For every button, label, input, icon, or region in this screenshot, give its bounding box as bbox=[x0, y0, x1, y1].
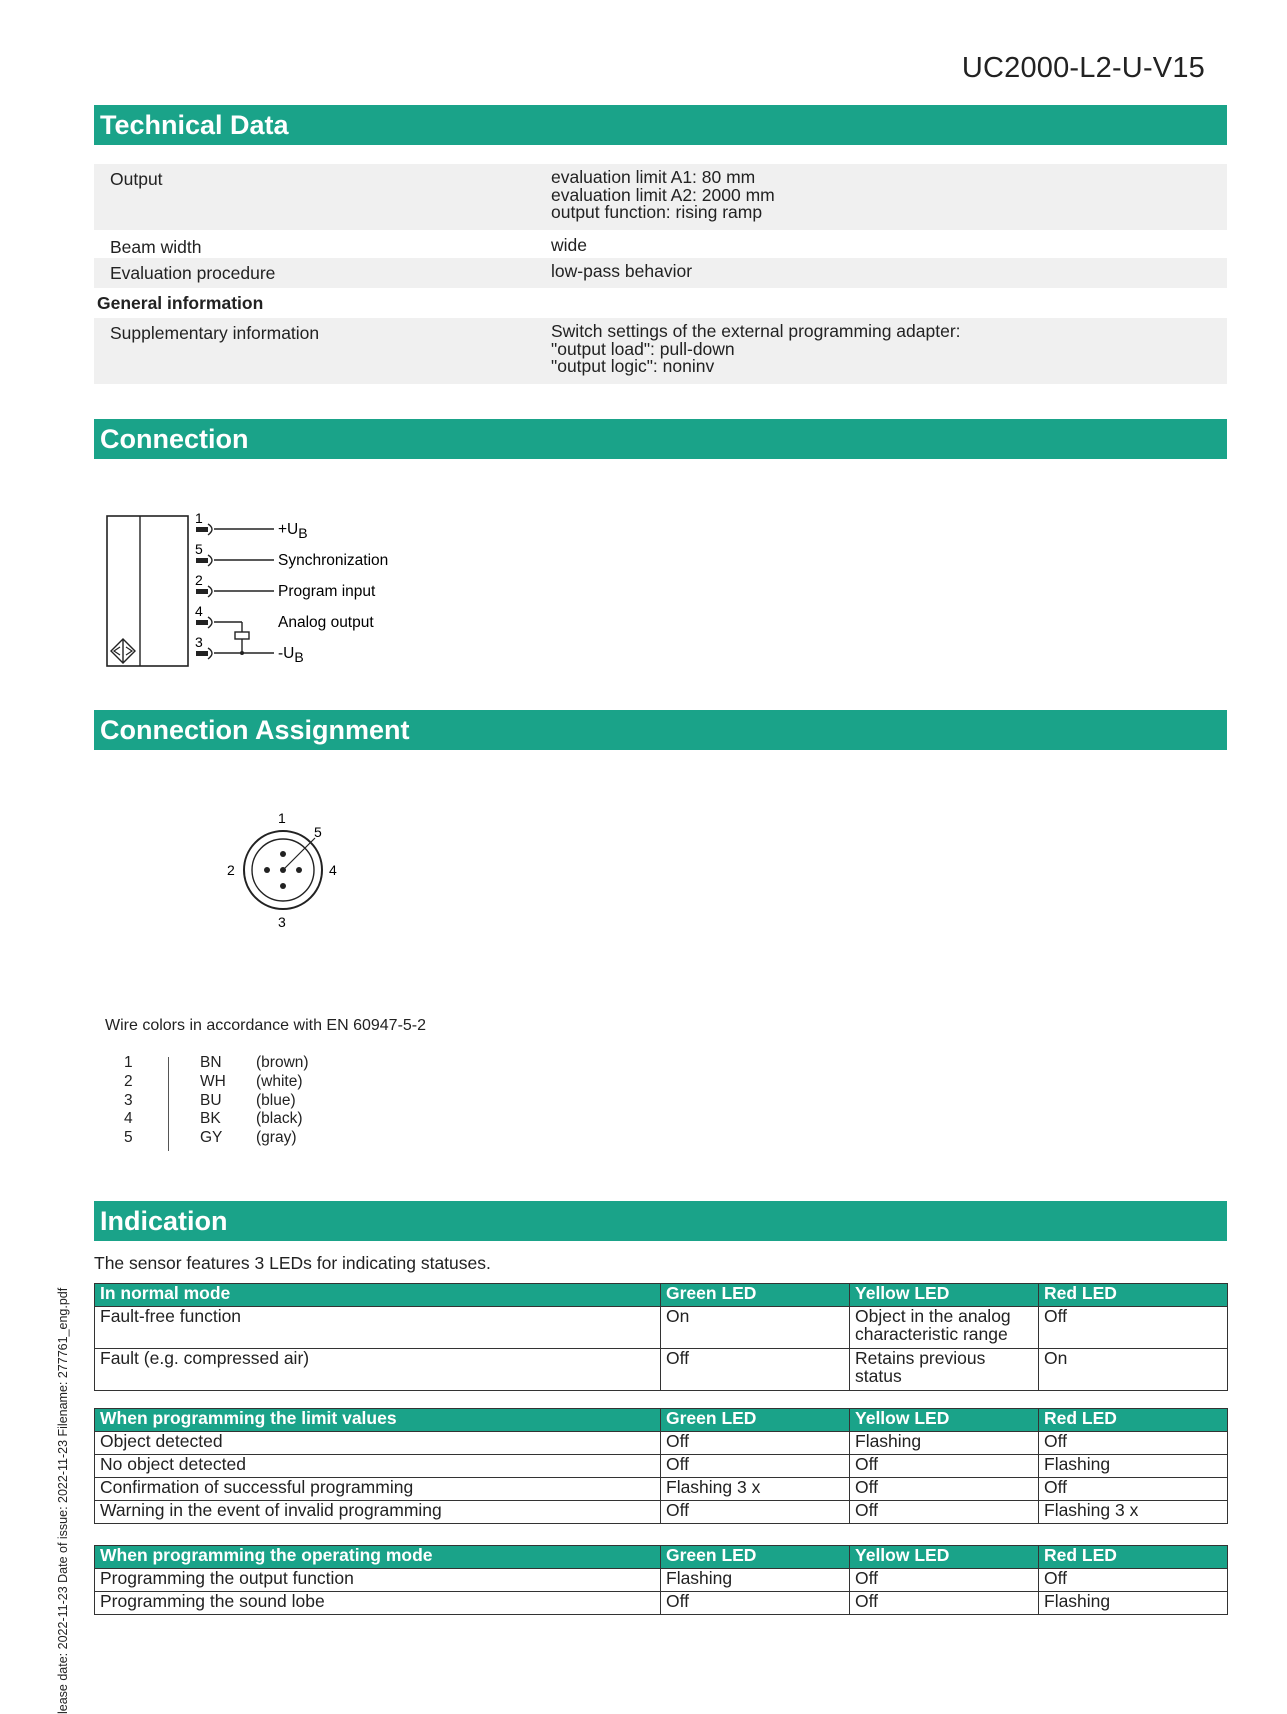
yellow-led-cell: Off bbox=[850, 1501, 1039, 1524]
yellow-led-cell: Off bbox=[850, 1478, 1039, 1501]
red-led-cell: Flashing bbox=[1039, 1592, 1228, 1615]
pin-number: 5 bbox=[195, 541, 203, 557]
td-value-line: wide bbox=[551, 235, 587, 255]
sensor-symbol-icon bbox=[111, 639, 135, 663]
wire-pin: 1 bbox=[124, 1054, 133, 1071]
connector-pinout-diagram bbox=[215, 805, 350, 935]
section-title-technical-data: Technical Data bbox=[94, 105, 1227, 145]
td-value bbox=[551, 263, 692, 281]
pin-signal-label: Program input bbox=[278, 583, 376, 600]
td-value-line: "output load": pull-down bbox=[551, 338, 735, 359]
wire-color: (white) bbox=[256, 1073, 303, 1090]
pin-signal-label: Analog output bbox=[278, 614, 374, 631]
red-led-header: Red LED bbox=[1039, 1284, 1228, 1307]
td-label: Beam width bbox=[110, 237, 202, 257]
green-led-cell: Flashing 3 x bbox=[661, 1478, 850, 1501]
pin-number: 4 bbox=[195, 603, 203, 619]
td-value-line: output function: rising ramp bbox=[551, 202, 763, 222]
green-led-cell: Off bbox=[661, 1501, 850, 1524]
green-led-header: Green LED bbox=[661, 1546, 850, 1569]
wire-pin-5 bbox=[195, 541, 388, 569]
wire-color: (gray) bbox=[256, 1129, 297, 1146]
wire-code: BK bbox=[200, 1110, 221, 1127]
red-led-header: Red LED bbox=[1039, 1409, 1228, 1432]
wire-color: (brown) bbox=[256, 1054, 309, 1071]
wire-pin: 3 bbox=[124, 1092, 133, 1109]
table-row bbox=[95, 1592, 1228, 1615]
green-led-cell: Off bbox=[661, 1349, 850, 1391]
td-group-label: General information bbox=[97, 293, 264, 313]
table-row bbox=[95, 1432, 1228, 1455]
state-cell: Object detected bbox=[95, 1432, 661, 1455]
td-value-line: "output logic": noninv bbox=[551, 356, 715, 376]
side-footer-text: lease date: 2022-11-23 Date of issue: 2022-11-23 Filename: 277761_eng.pdf bbox=[56, 1287, 70, 1714]
yellow-led-header: Yellow LED bbox=[850, 1546, 1039, 1569]
led-table-header bbox=[95, 1284, 1228, 1307]
connector-pin-2 bbox=[264, 867, 270, 873]
connection-diagram bbox=[100, 505, 420, 670]
connector-label-left: 2 bbox=[227, 862, 235, 878]
td-value bbox=[551, 323, 961, 376]
red-led-cell: Off bbox=[1039, 1432, 1228, 1455]
wire-pin: 2 bbox=[124, 1073, 133, 1090]
yellow-led-cell: Flashing bbox=[850, 1432, 1039, 1455]
led-table-header bbox=[95, 1546, 1228, 1569]
indication-intro: The sensor features 3 LEDs for indicating statuses. bbox=[94, 1253, 491, 1273]
connector-label-bottom: 3 bbox=[278, 914, 286, 930]
led-table-header bbox=[95, 1409, 1228, 1432]
state-cell: Programming the sound lobe bbox=[95, 1592, 661, 1615]
wire-colors-title: Wire colors in accordance with EN 60947-5-2 bbox=[105, 1017, 427, 1034]
wire-pin: 4 bbox=[124, 1110, 133, 1127]
green-led-cell: On bbox=[661, 1307, 850, 1349]
connector-label-right: 4 bbox=[329, 862, 337, 878]
pin-signal-label: -UB bbox=[278, 645, 304, 665]
td-value-line: evaluation limit A1: 80 mm bbox=[551, 167, 756, 187]
pin-number: 2 bbox=[195, 572, 203, 588]
td-label: Output bbox=[110, 169, 163, 189]
pin-number: 3 bbox=[195, 634, 203, 650]
wire-pin-1 bbox=[195, 510, 308, 541]
pin-signal-label: Synchronization bbox=[278, 552, 389, 569]
red-led-cell: On bbox=[1039, 1349, 1228, 1391]
technical-data-table bbox=[94, 164, 1227, 384]
td-row-output bbox=[94, 164, 1227, 230]
mode-heading: When programming the limit values bbox=[95, 1409, 661, 1432]
led-table-normal-mode bbox=[94, 1283, 1228, 1391]
connector-label-top: 1 bbox=[278, 810, 286, 826]
td-value-line: evaluation limit A2: 2000 mm bbox=[551, 184, 775, 205]
section-title-indication: Indication bbox=[94, 1201, 1227, 1241]
state-cell: No object detected bbox=[95, 1455, 661, 1478]
td-label: Supplementary information bbox=[110, 323, 320, 343]
pin-number: 1 bbox=[195, 510, 203, 526]
yellow-led-header: Yellow LED bbox=[850, 1284, 1039, 1307]
table-row bbox=[95, 1569, 1228, 1592]
green-led-header: Green LED bbox=[661, 1409, 850, 1432]
connector-label-diag: 5 bbox=[314, 824, 322, 840]
green-led-cell: Flashing bbox=[661, 1569, 850, 1592]
connector-pin-1 bbox=[280, 851, 286, 857]
table-row bbox=[95, 1501, 1228, 1524]
led-table-limit-values bbox=[94, 1408, 1228, 1524]
yellow-led-cell: Retains previous status bbox=[850, 1349, 1039, 1391]
yellow-led-cell: Off bbox=[850, 1455, 1039, 1478]
td-value-line: Switch settings of the external programming adapter: bbox=[551, 321, 961, 341]
yellow-led-header: Yellow LED bbox=[850, 1409, 1039, 1432]
yellow-led-cell: Off bbox=[850, 1569, 1039, 1592]
state-cell: Fault-free function bbox=[95, 1307, 661, 1349]
product-code: UC2000-L2-U-V15 bbox=[961, 52, 1205, 84]
table-row bbox=[95, 1455, 1228, 1478]
table-row bbox=[95, 1307, 1228, 1349]
td-row-evaluation-procedure bbox=[94, 258, 1227, 288]
wire-color: (blue) bbox=[256, 1092, 296, 1109]
yellow-led-cell: Off bbox=[850, 1592, 1039, 1615]
td-value-line: low-pass behavior bbox=[551, 261, 693, 281]
wire-pin: 5 bbox=[124, 1129, 133, 1146]
green-led-cell: Off bbox=[661, 1432, 850, 1455]
state-cell: Confirmation of successful programming bbox=[95, 1478, 661, 1501]
section-title-connection-assignment: Connection Assignment bbox=[94, 710, 1227, 750]
led-table-operating-mode bbox=[94, 1545, 1228, 1615]
td-row-beam-width bbox=[94, 230, 1227, 258]
red-led-header: Red LED bbox=[1039, 1546, 1228, 1569]
red-led-cell: Flashing bbox=[1039, 1455, 1228, 1478]
td-row-supplementary-information bbox=[94, 318, 1227, 384]
mode-heading: In normal mode bbox=[95, 1284, 661, 1307]
red-led-cell: Off bbox=[1039, 1569, 1228, 1592]
state-cell: Warning in the event of invalid programming bbox=[95, 1501, 661, 1524]
wire-code: BN bbox=[200, 1054, 222, 1071]
green-led-cell: Off bbox=[661, 1592, 850, 1615]
table-row bbox=[95, 1349, 1228, 1391]
table-row bbox=[95, 1478, 1228, 1501]
green-led-cell: Off bbox=[661, 1455, 850, 1478]
td-label: Evaluation procedure bbox=[110, 263, 276, 283]
red-led-cell: Off bbox=[1039, 1478, 1228, 1501]
wire-color: (black) bbox=[256, 1110, 303, 1127]
wire-code: GY bbox=[200, 1129, 223, 1146]
section-title-connection: Connection bbox=[94, 419, 1227, 459]
state-cell: Programming the output function bbox=[95, 1569, 661, 1592]
red-led-cell: Flashing 3 x bbox=[1039, 1501, 1228, 1524]
connector-pin-4 bbox=[296, 867, 302, 873]
pin-signal-label: +UB bbox=[278, 521, 308, 541]
wire-pin-2 bbox=[195, 572, 376, 600]
wire-table-divider bbox=[168, 1057, 169, 1151]
red-led-cell: Off bbox=[1039, 1307, 1228, 1349]
td-group-general-information bbox=[94, 288, 1227, 318]
state-cell: Fault (e.g. compressed air) bbox=[95, 1349, 661, 1391]
td-value bbox=[551, 237, 587, 255]
yellow-led-cell: Object in the analog characteristic range bbox=[850, 1307, 1039, 1349]
mode-heading: When programming the operating mode bbox=[95, 1546, 661, 1569]
td-value bbox=[551, 169, 775, 222]
connector-pin-3 bbox=[280, 883, 286, 889]
wire-code: BU bbox=[200, 1092, 222, 1109]
green-led-header: Green LED bbox=[661, 1284, 850, 1307]
wire-code: WH bbox=[200, 1073, 226, 1090]
